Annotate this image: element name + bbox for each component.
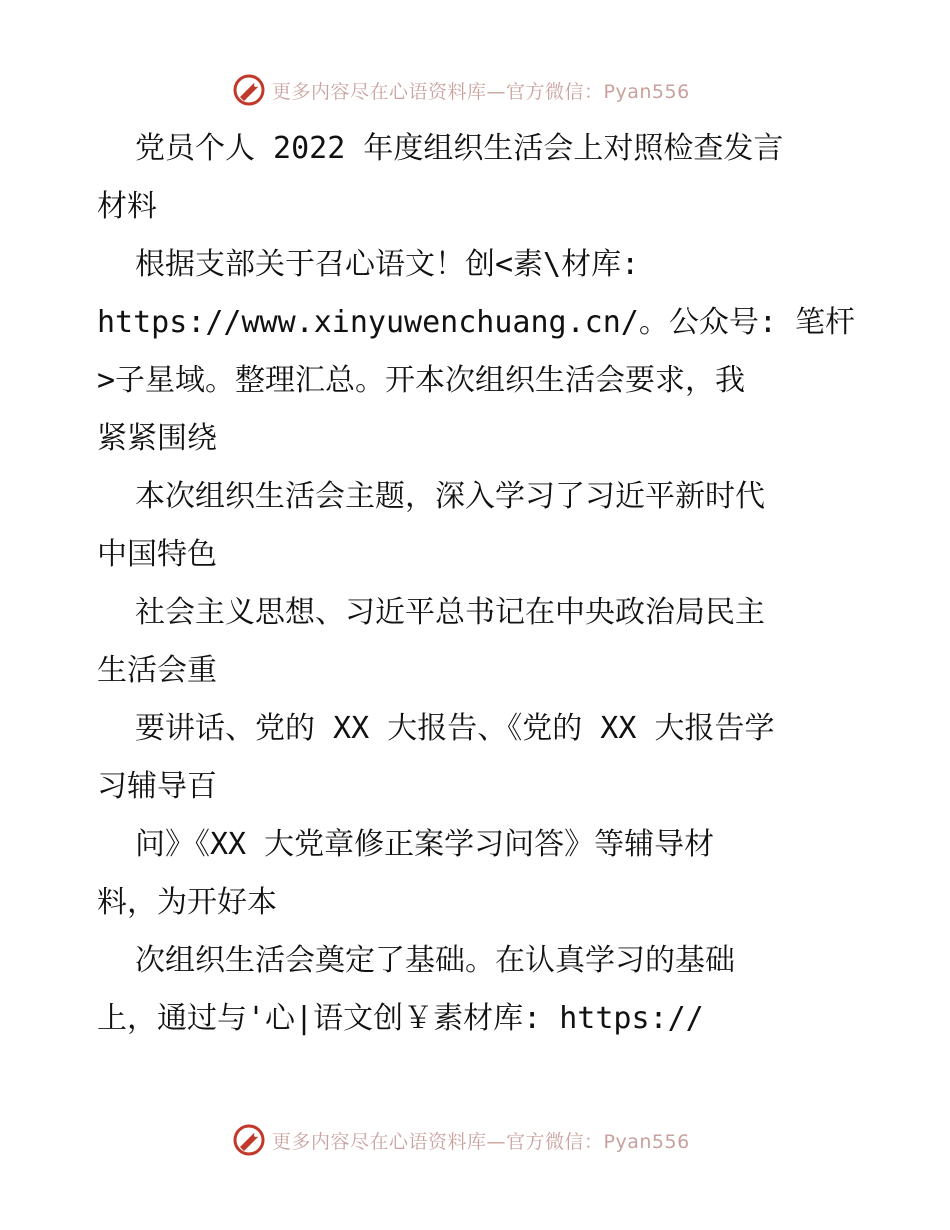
header-banner-text: 更多内容尽在心语资料库—官方微信：Pyan556 [272, 80, 690, 103]
paragraph-line: 上，通过与'心|语文创￥素材库: https:// [97, 1001, 704, 1036]
pen-seal-logo-icon [232, 1123, 266, 1157]
paragraph-line: 紧紧围绕 [97, 421, 217, 456]
footer-banner-text: 更多内容尽在心语资料库—官方微信：Pyan556 [272, 1130, 690, 1153]
header-banner [232, 70, 732, 110]
pen-seal-logo-icon [232, 73, 266, 107]
paragraph-line: 次组织生活会奠定了基础。在认真学习的基础 [135, 943, 735, 978]
footer-banner [232, 1120, 732, 1160]
paragraph-line: 根据支部关于召心语文！创<素\材库: [135, 247, 640, 282]
paragraph-line: 社会主义思想、习近平总书记在中央政治局民主 [135, 595, 765, 630]
document-title-line: 材料 [97, 189, 157, 224]
paragraph-line: 生活会重 [97, 653, 217, 688]
paragraph-line: 料，为开好本 [97, 885, 277, 920]
paragraph-line: https://www.xinyuwenchuang.cn/。公众号: 笔杆 [97, 305, 855, 340]
paragraph-line: 问》《XX 大党章修正案学习问答》等辅导材 [135, 827, 715, 862]
paragraph-line: 本次组织生活会主题，深入学习了习近平新时代 [135, 479, 765, 514]
paragraph-line: 要讲话、党的 XX 大报告、《党的 XX 大报告学 [135, 711, 775, 746]
paragraph-line: 中国特色 [97, 537, 217, 572]
document-title-line: 党员个人 2022 年度组织生活会上对照检查发言 [135, 131, 784, 166]
document-body [97, 120, 857, 1048]
paragraph-line: 习辅导百 [97, 769, 217, 804]
paragraph-line: >子星域。整理汇总。开本次组织生活会要求，我 [97, 363, 746, 398]
